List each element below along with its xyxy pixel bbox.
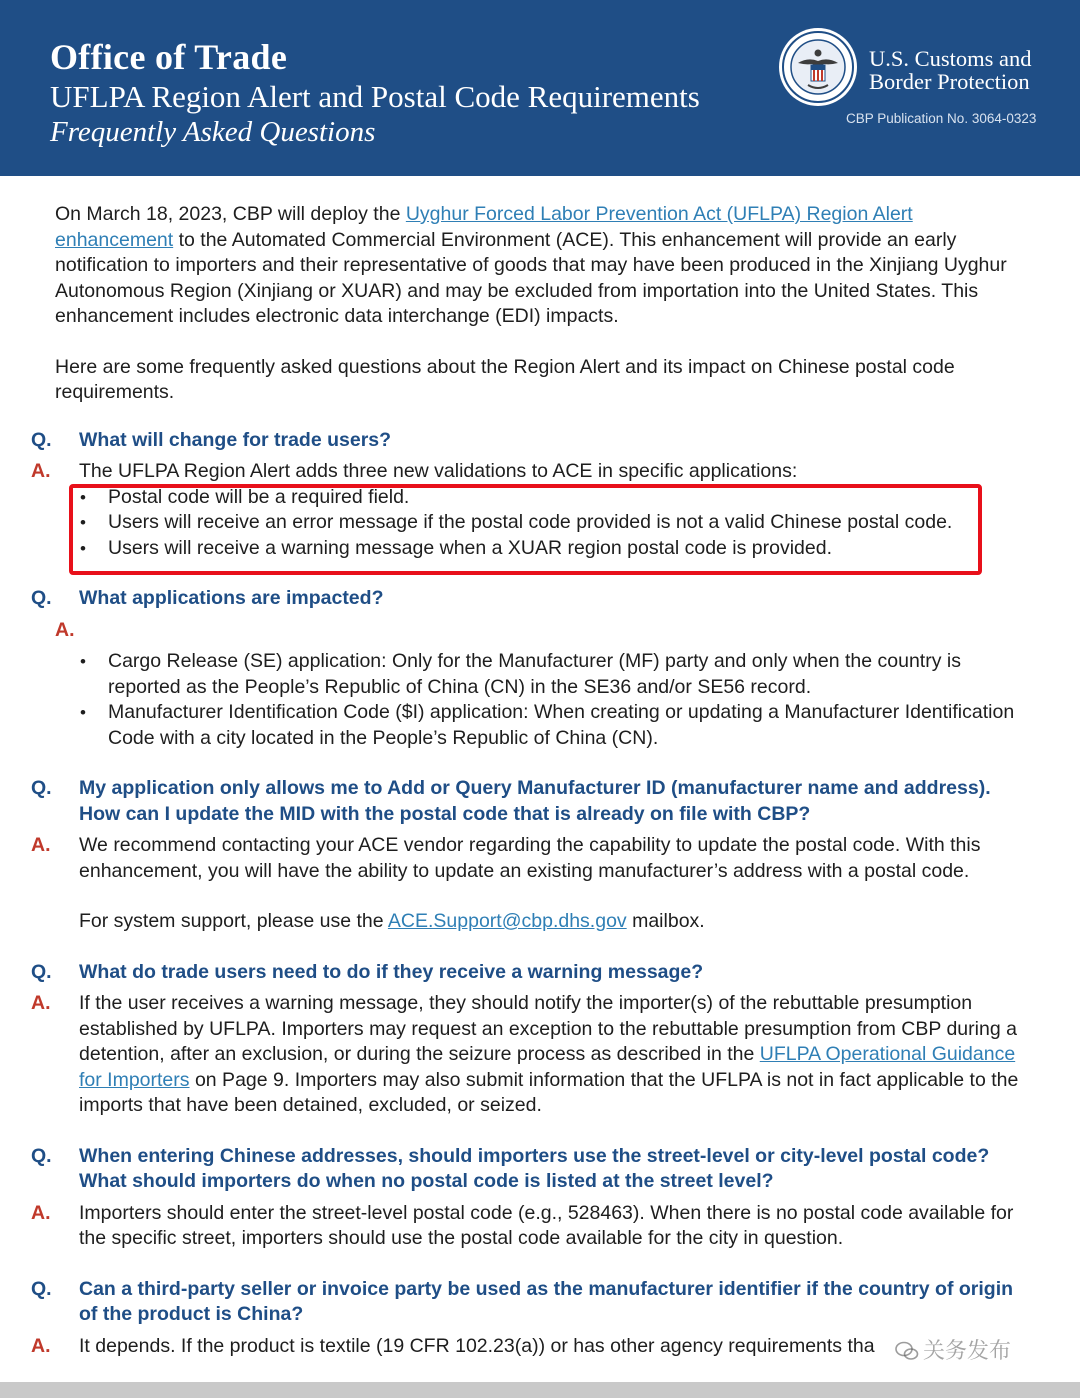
question-6: Q. Can a third-party seller or invoice party be used as the manufacturer identifier if the country of origin of the product is China? [31, 1277, 1014, 1325]
intro-faq-paragraph: Here are some frequently asked questions about the Region Alert and its impact on Chinese postal code requirements. [55, 355, 955, 403]
answer-6: A. It depends. If the product is textile (19 CFR 102.23(a)) or has other agency requirements tha [31, 1334, 875, 1357]
question-3: Q. My application only allows me to Add or Query Manufacturer ID (manufacturer name and address). How can I update the MID with the postal code that is already on file with CBP? [31, 777, 991, 825]
page-subtitle-faq: Frequently Asked Questions [50, 116, 376, 148]
agency-name: U.S. Customs and Border Protection [869, 46, 1032, 94]
uflpa-region-alert-link[interactable]: Uyghur Forced Labor Prevention Act (UFLPA) Region Alert enhancement [55, 203, 913, 251]
answer-2-list [55, 649, 1030, 751]
question-4: Q. What do trade users need to do if they receive a warning message? [31, 960, 704, 983]
question-2: Q. What applications are impacted? [31, 587, 384, 609]
question-1: Q. What will change for trade users? [31, 428, 392, 451]
support-line: For system support, please use the ACE.Support@cbp.dhs.gov mailbox. [79, 910, 705, 932]
answer-1: A. The UFLPA Region Alert adds three new validations to ACE in specific applications: [31, 460, 798, 482]
highlight-box [69, 484, 982, 575]
question-5: Q. When entering Chinese addresses, should importers use the street-level or city-level postal code? What should importers do when no postal code is listed at the street level? [31, 1144, 990, 1192]
list-item: • Manufacturer Identification Code ($I) application: When creating or updating a Manufacturer Identification Code with a city located in the People’s Republic of China (CN). [80, 700, 1030, 751]
answer-3: A. We recommend contacting your ACE vendor regarding the capability to update the postal code. With this enhancement, you will have the ability to update an existing manufacturer’s address with a postal code. [31, 834, 981, 882]
answer-2-label: A. [55, 618, 75, 641]
footer-bar [0, 1382, 1080, 1398]
page-title: Office of Trade [50, 37, 288, 77]
watermark: 关务发布 [895, 1334, 1011, 1365]
page-subtitle: UFLPA Region Alert and Postal Code Requirements [50, 79, 700, 114]
header-banner [0, 0, 1080, 176]
wechat-icon [895, 1341, 919, 1361]
answer-4: A. If the user receives a warning message, they should notify the importer(s) of the rebuttable presumption established by UFLPA. Importers may request an exception to the rebuttable presumption from CBP during a detention, after an exclusion, or during the seizure process as described in the UFLPA Operational Guidance for Importers on Page 9. Importers may also submit information that the UFLPA is not in fact applicable to the imports that have been detained, excluded, or seized. [31, 992, 1019, 1116]
list-item: • Postal code will be a required field. [80, 485, 1030, 511]
intro-paragraph: On March 18, 2023, CBP will deploy the Uyghur Forced Labor Prevention Act (UFLPA) Region Alert enhancement to the Automated Commercial Environment (ACE). This enhancement will provide an early notification to importers and their representative of goods that may have been produced in the Xinjiang Uyghur Autonomous Region (Xinjiang or XUAR) and may be excluded from importation into the United States. This enhancement includes electronic data interchange (EDI) impacts. [55, 203, 1007, 327]
document-body [31, 202, 1030, 1359]
cbp-seal-icon [778, 27, 858, 107]
answer-5: A. Importers should enter the street-level postal code (e.g., 528463). When there is no postal code available for the specific street, importers should use the postal code available for the city in question. [31, 1201, 1014, 1249]
uflpa-guidance-link[interactable]: UFLPA Operational Guidance for Importers [79, 1043, 1016, 1091]
list-item: • Cargo Release (SE) application: Only for the Manufacturer (MF) party and only when the country is reported as the People’s Republic of China (CN) in the SE36 and/or SE56 record. [80, 649, 1030, 700]
ace-support-email-link[interactable]: ACE.Support@cbp.dhs.gov [387, 910, 627, 932]
list-item: • Users will receive a warning message when a XUAR region postal code is provided. [80, 536, 1030, 562]
publication-number: CBP Publication No. 3064-0323 [846, 111, 1037, 126]
list-item: • Users will receive an error message if the postal code provided is not a valid Chinese postal code. [80, 510, 1030, 536]
